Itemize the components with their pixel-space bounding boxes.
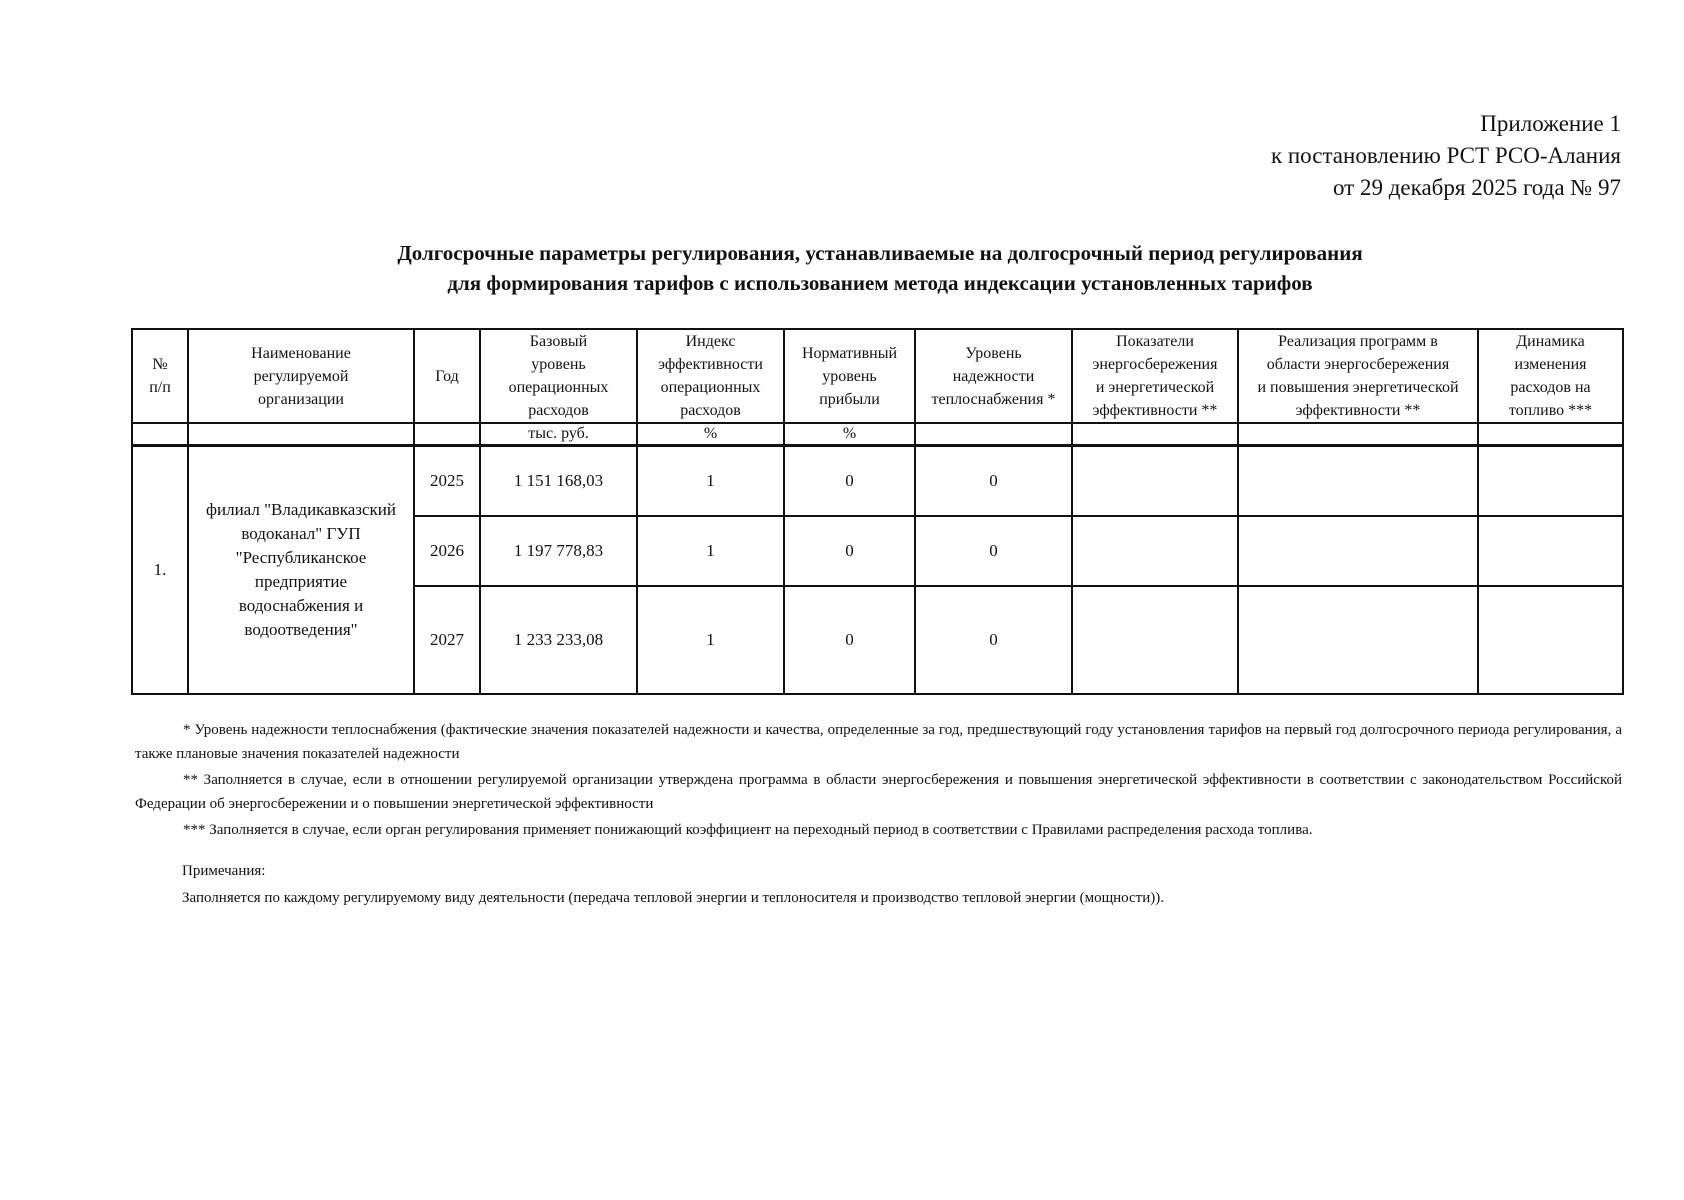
- energy-programs-cell: [1238, 586, 1478, 694]
- appendix-line-2: к постановлению РСТ РСО-Алания: [1270, 143, 1621, 168]
- unit-cell-percent: %: [784, 423, 915, 446]
- base-expenses-cell: 1 151 168,03: [480, 446, 637, 516]
- header-cell-fuel-dynamics: Динамика изменения расходов на топливо ***: [1478, 329, 1623, 423]
- year-cell: 2027: [414, 586, 480, 694]
- energy-programs-cell: [1238, 446, 1478, 516]
- unit-cell: [1478, 423, 1623, 446]
- unit-cell: [132, 423, 188, 446]
- header-cell-energy-indicators: Показатели энергосбережения и энергетической эффективности **: [1072, 329, 1238, 423]
- unit-cell: [1238, 423, 1478, 446]
- fuel-dynamics-cell: [1478, 586, 1623, 694]
- energy-programs-cell: [1238, 516, 1478, 586]
- parameters-table: [131, 328, 1624, 695]
- appendix-line-1: Приложение 1: [1480, 111, 1621, 136]
- fuel-dynamics-cell: [1478, 446, 1623, 516]
- footnote-reliability: * Уровень надежности теплоснабжения (фактические значения показателей надежности и качества, определенные за год, предшествующий году установления тарифов на первый год долгосрочного периода регулирования, а также плановые значения показателей надежности: [135, 722, 1622, 762]
- efficiency-index-cell: 1: [637, 586, 784, 694]
- footnote-energy-programs: ** Заполняется в случае, если в отношении регулируемой организации утверждена программа в области энергосбережения и повышения энергетической эффективности в соответствии с законодательством Российской Федерации об энергосбережении и о повышении энергетической эффективности: [135, 772, 1622, 812]
- table-row: [132, 446, 1623, 516]
- appendix-header: [1271, 108, 1621, 204]
- unit-cell-thousand-rub: тыс. руб.: [480, 423, 637, 446]
- row-number-cell: 1.: [132, 446, 188, 694]
- unit-cell: [1072, 423, 1238, 446]
- header-cell-efficiency-index: Индекс эффективности операционных расходов: [637, 329, 784, 423]
- efficiency-index-cell: 1: [637, 516, 784, 586]
- unit-cell: [915, 423, 1072, 446]
- remarks-text: Заполняется по каждому регулируемому виду деятельности (передача тепловой энергии и теплоносителя и производство тепловой энергии (мощности)).: [182, 890, 1164, 906]
- energy-indicators-cell: [1072, 446, 1238, 516]
- base-expenses-cell: 1 197 778,83: [480, 516, 637, 586]
- units-row: [132, 423, 1623, 446]
- header-cell-profit-level: Нормативный уровень прибыли: [784, 329, 915, 423]
- reliability-cell: 0: [915, 516, 1072, 586]
- header-cell-base-expenses: Базовый уровень операционных расходов: [480, 329, 637, 423]
- organization-name-cell: филиал "Владикавказский водоканал" ГУП "Республиканское предприятие водоснабжения и водоотведения": [188, 446, 414, 694]
- remarks: [182, 858, 1164, 912]
- footnote-fuel: *** Заполняется в случае, если орган регулирования применяет понижающий коэффициент на переходный период в соответствии с Правилами распределения расхода топлива.: [183, 822, 1313, 838]
- header-cell-reliability: Уровень надежности теплоснабжения *: [915, 329, 1072, 423]
- energy-indicators-cell: [1072, 516, 1238, 586]
- unit-cell-percent: %: [637, 423, 784, 446]
- base-expenses-cell: 1 233 233,08: [480, 586, 637, 694]
- year-cell: 2025: [414, 446, 480, 516]
- unit-cell: [188, 423, 414, 446]
- unit-cell: [414, 423, 480, 446]
- footnotes: [135, 718, 1622, 842]
- title-line-1: Долгосрочные параметры регулирования, устанавливаемые на долгосрочный период регулирования: [397, 241, 1363, 265]
- profit-level-cell: 0: [784, 446, 915, 516]
- energy-indicators-cell: [1072, 586, 1238, 694]
- profit-level-cell: 0: [784, 516, 915, 586]
- appendix-line-3: от 29 декабря 2025 года № 97: [1332, 175, 1621, 200]
- document-title: [130, 238, 1630, 298]
- profit-level-cell: 0: [784, 586, 915, 694]
- header-cell-number: № п/п: [132, 329, 188, 423]
- header-cell-year: Год: [414, 329, 480, 423]
- reliability-cell: 0: [915, 446, 1072, 516]
- header-row: [132, 329, 1623, 423]
- reliability-cell: 0: [915, 586, 1072, 694]
- year-cell: 2026: [414, 516, 480, 586]
- header-cell-organization: Наименование регулируемой организации: [188, 329, 414, 423]
- fuel-dynamics-cell: [1478, 516, 1623, 586]
- efficiency-index-cell: 1: [637, 446, 784, 516]
- header-cell-energy-programs: Реализация программ в области энергосбережения и повышения энергетической эффективности **: [1238, 329, 1478, 423]
- remarks-label: Примечания:: [182, 863, 266, 879]
- title-line-2: для формирования тарифов с использованием метода индексации установленных тарифов: [447, 271, 1313, 295]
